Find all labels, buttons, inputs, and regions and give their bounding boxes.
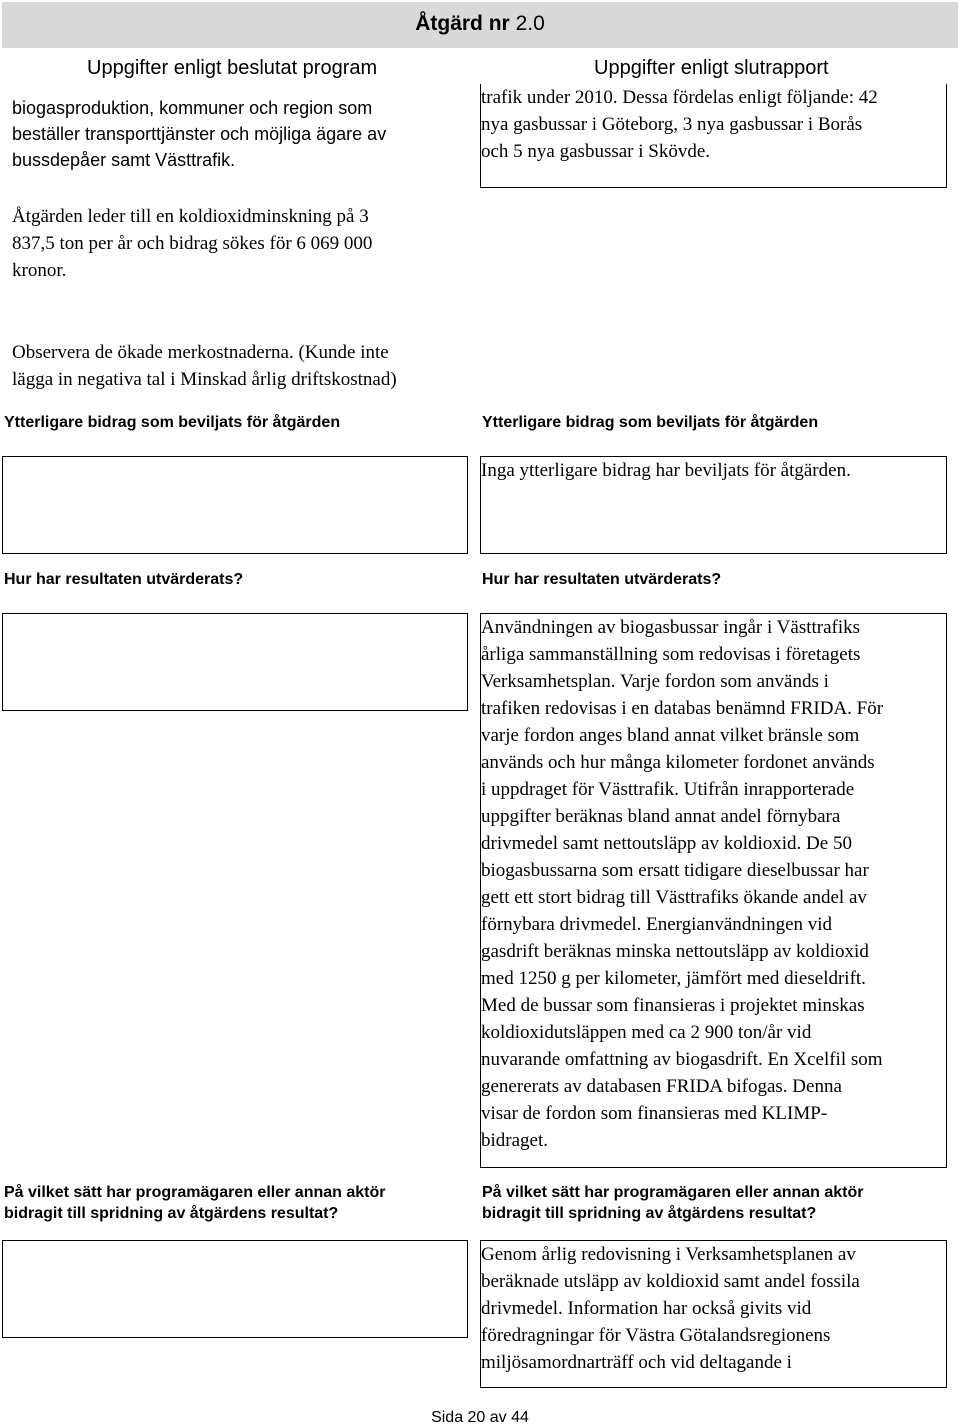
right-dissemination-text [481, 1241, 946, 1376]
label-line: bidragit till spridning av åtgärdens resultat? [482, 1205, 817, 1222]
left-dissemination-label [4, 1182, 385, 1224]
text-line: Verksamhetsplan. Varje fordon som används i [481, 671, 829, 692]
right-evaluation-text [481, 614, 946, 1154]
text-line: bussdepåer samt Västtrafik. [12, 150, 236, 170]
text-line: Åtgärden leder till en koldioxidminskning på 3 [12, 206, 369, 227]
right-summary-box[interactable] [480, 84, 947, 188]
right-summary-text [481, 84, 946, 165]
text-line: varje fordon anges bland annat vilket bränsle som [481, 725, 860, 746]
text-line: trafik under 2010. Dessa fördelas enligt följande: 42 [481, 87, 878, 108]
text-line: trafiken redovisas i en databas benämnd FRIDA. För [481, 698, 884, 719]
text-line: med 1250 g per kilometer, jämfört med dieseldrift. [481, 968, 866, 989]
text-line: i uppdraget för Västtrafik. Utifrån inrapporterade [481, 779, 855, 800]
left-extra-funding-box[interactable] [2, 456, 468, 554]
text-line: uppgifter beräknas bland annat andel förnybara [481, 806, 841, 827]
left-intro-text [12, 95, 386, 173]
title-label: Åtgärd nr [415, 12, 510, 35]
text-line: föredragningar för Västra Götalandsregionens [481, 1325, 831, 1346]
text-line: drivmedel. Information har också givits vid [481, 1298, 812, 1319]
right-extra-funding-label: Ytterligare bidrag som beviljats för åtgärden [482, 414, 819, 431]
text-line: Med de bussar som finansieras i projektet minskas [481, 995, 865, 1016]
text-line: gasdrift beräknas minska nettoutsläpp av koldioxid [481, 941, 869, 962]
text-line: bidraget. [481, 1130, 549, 1151]
left-column-heading: Uppgifter enligt beslutat program [87, 57, 378, 79]
right-dissemination-label [482, 1182, 863, 1224]
text-line: och 5 nya gasbussar i Skövde. [481, 141, 711, 162]
text-line: Genom årlig redovisning i Verksamhetsplanen av [481, 1244, 856, 1265]
right-dissemination-box[interactable] [480, 1240, 947, 1388]
left-note-text [12, 339, 397, 393]
left-evaluation-box[interactable] [2, 613, 468, 711]
text-line: biogasbussarna som ersatt tidigare dieselbussar har [481, 860, 869, 881]
text-line: årliga sammanställning som redovisas i företagets [481, 644, 861, 665]
text-line: beställer transporttjänster och möjliga ägare av [12, 124, 387, 144]
left-extra-funding-label: Ytterligare bidrag som beviljats för åtgärden [4, 414, 341, 431]
text-line: Observera de ökade merkostnaderna. (Kunde inte [12, 342, 389, 363]
left-dissemination-box[interactable] [2, 1240, 468, 1338]
text-line: biogasproduktion, kommuner och region som [12, 98, 373, 118]
text-line: används och hur många kilometer fordonet används [481, 752, 875, 773]
text-line: drivmedel samt nettoutsläpp av koldioxid. De 50 [481, 833, 852, 854]
right-evaluation-label: Hur har resultaten utvärderats? [482, 571, 722, 588]
text-line: nuvarande omfattning av biogasdrift. En Xcelfil som [481, 1049, 883, 1070]
label-line: bidragit till spridning av åtgärdens resultat? [4, 1205, 339, 1222]
right-extra-funding-box[interactable] [480, 456, 947, 554]
left-evaluation-label: Hur har resultaten utvärderats? [4, 571, 244, 588]
right-evaluation-box[interactable] [480, 613, 947, 1168]
title-number: 2.0 [515, 12, 545, 35]
right-extra-funding-text: Inga ytterligare bidrag har beviljats för åtgärden. [481, 460, 851, 481]
text-line: beräknade utsläpp av koldioxid samt andel fossila [481, 1271, 860, 1292]
text-line: 837,5 ton per år och bidrag sökes för 6 069 000 [12, 233, 373, 254]
text-line: gett ett stort bidrag till Västtrafiks ökande andel av [481, 887, 867, 908]
text-line: kronor. [12, 260, 67, 281]
text-line: visar de fordon som finansieras med KLIMP- [481, 1103, 828, 1124]
right-column-heading: Uppgifter enligt slutrapport [594, 57, 829, 79]
text-line: förnybara drivmedel. Energianvändningen vid [481, 914, 833, 935]
page-number: Sida 20 av 44 [431, 1409, 529, 1426]
label-line: På vilket sätt har programägaren eller annan aktör [482, 1184, 864, 1201]
page-title [0, 12, 960, 36]
text-line: miljösamordnarträff och vid deltagande i [481, 1352, 792, 1373]
text-line: Användningen av biogasbussar ingår i Västtrafiks [481, 617, 861, 638]
text-line: genererats av databasen FRIDA bifogas. Denna [481, 1076, 842, 1097]
text-line: koldioxidutsläppen med ca 2 900 ton/år vid [481, 1022, 812, 1043]
text-line: nya gasbussar i Göteborg, 3 nya gasbussar i Borås [481, 114, 863, 135]
left-effect-text [12, 203, 372, 284]
label-line: På vilket sätt har programägaren eller annan aktör [4, 1184, 386, 1201]
text-line: lägga in negativa tal i Minskad årlig driftskostnad) [12, 369, 397, 390]
